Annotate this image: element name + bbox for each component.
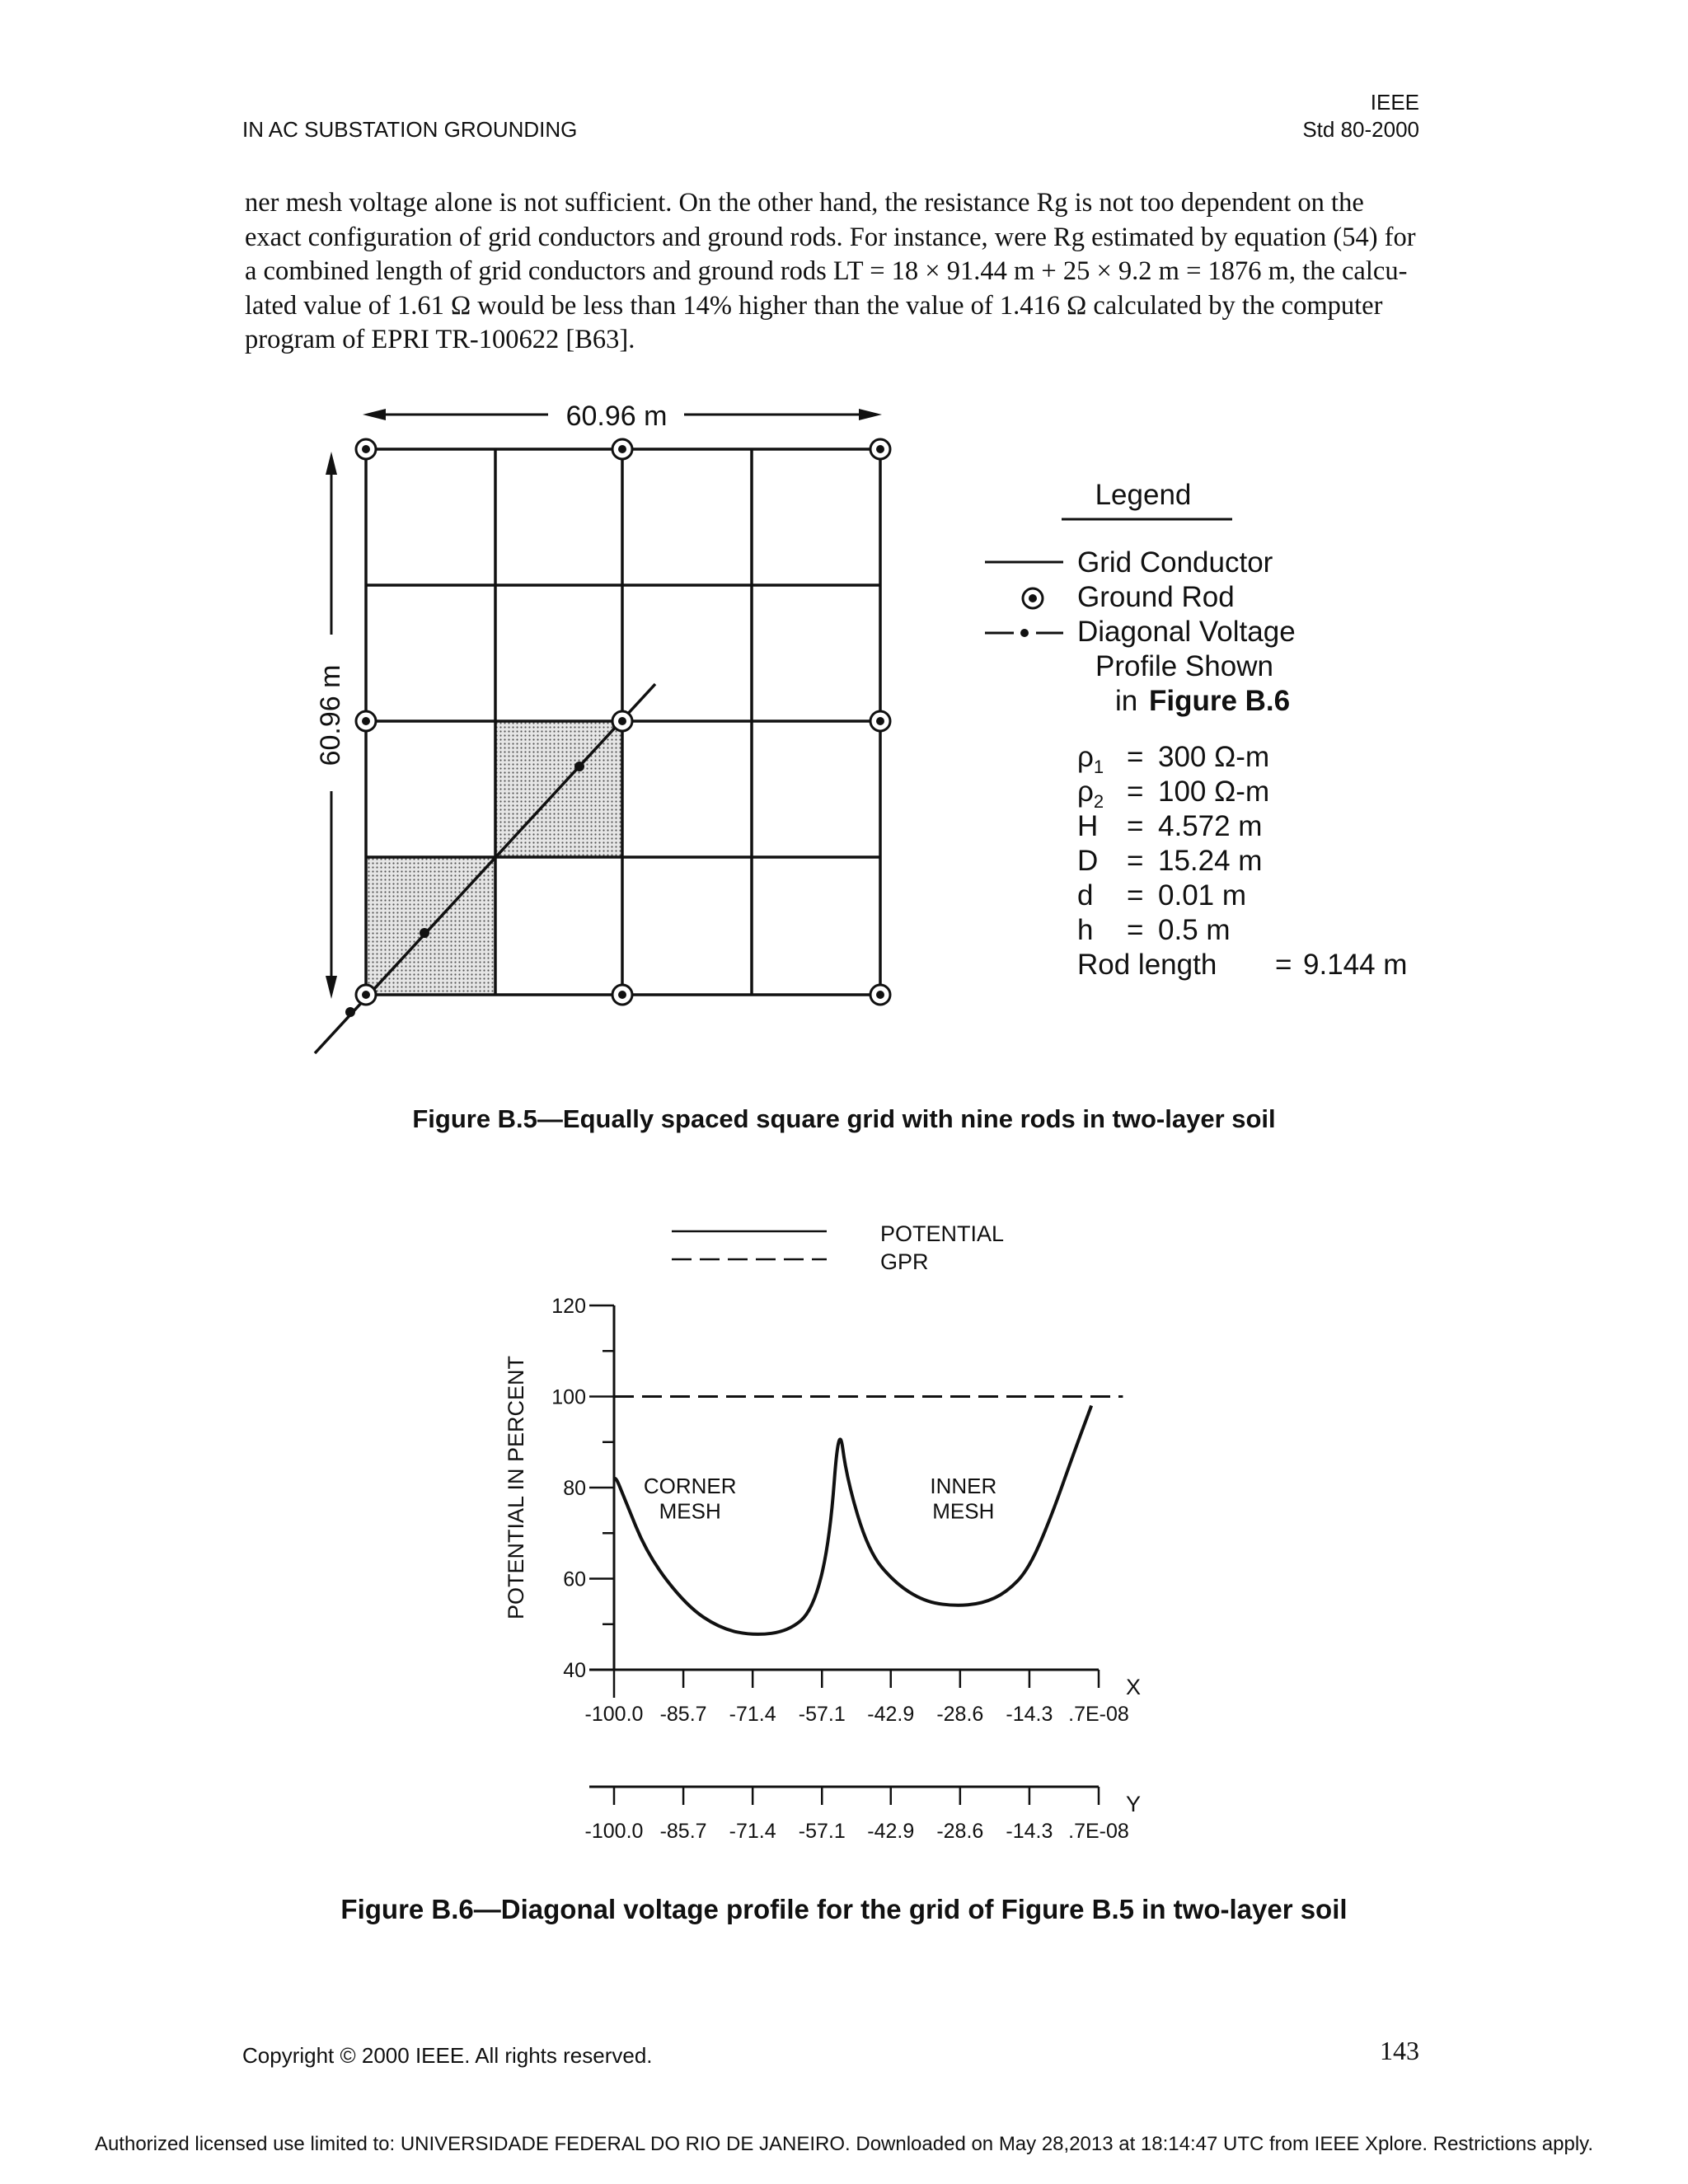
mesh-annotation: INNER bbox=[930, 1474, 997, 1498]
voltage-profile-chart bbox=[0, 1187, 1688, 1879]
legend-diagonal-prefix: in bbox=[1115, 685, 1138, 717]
diagonal-profile-symbol bbox=[985, 629, 1063, 637]
standard-org: IEEE bbox=[1370, 90, 1419, 115]
x-tick-label: .7E-08 bbox=[1068, 1703, 1129, 1726]
ground-rod-icon bbox=[612, 439, 632, 459]
parameter-symbol-main: d bbox=[1077, 879, 1094, 912]
second-axis-tick-label: .7E-08 bbox=[1068, 1820, 1129, 1843]
parameter-value: 300 Ω-m bbox=[1158, 741, 1270, 773]
parameter-value: 100 Ω-m bbox=[1158, 776, 1270, 808]
ground-rod-icon bbox=[356, 711, 376, 731]
body-line: exact configuration of grid conductors and ground rods. For instance, were Rg estimated by equation (54) for bbox=[245, 222, 1416, 252]
parameter-subscript: 2 bbox=[1093, 791, 1104, 812]
arrow-right-icon bbox=[859, 409, 882, 420]
second-axis-tick-label: -71.4 bbox=[729, 1820, 776, 1843]
mesh-annotation: MESH bbox=[659, 1498, 721, 1524]
second-axis-tick-label: -85.7 bbox=[659, 1820, 707, 1843]
copyright-notice: Copyright © 2000 IEEE. All rights reserved. bbox=[242, 2043, 653, 2068]
second-axis-tick-label: -14.3 bbox=[1006, 1820, 1053, 1843]
top-dimension bbox=[363, 401, 882, 432]
parameter-symbol bbox=[1077, 949, 1217, 981]
parameter-subscript: 1 bbox=[1093, 757, 1104, 777]
legend-gpr-label: GPR bbox=[880, 1249, 929, 1274]
x-tick-label: -28.6 bbox=[936, 1703, 984, 1726]
mesh-annotation: CORNER bbox=[643, 1474, 737, 1498]
ground-rod-icon bbox=[612, 985, 632, 1005]
left-dimension bbox=[315, 452, 346, 999]
x-tick-label: -100.0 bbox=[584, 1703, 644, 1726]
parameter-symbol-main: ρ bbox=[1077, 741, 1094, 773]
x-tick-label: -14.3 bbox=[1006, 1703, 1053, 1726]
parameter-symbol bbox=[1077, 741, 1104, 777]
page-number: 143 bbox=[1380, 2036, 1419, 2065]
top-dimension-label: 60.96 m bbox=[565, 401, 668, 432]
x-tick-label: -42.9 bbox=[867, 1703, 915, 1726]
parameter-symbol bbox=[1077, 879, 1093, 912]
ground-rod-icon bbox=[356, 439, 376, 459]
parameter-equals: = bbox=[1127, 914, 1144, 946]
x-tick-label: -85.7 bbox=[659, 1703, 707, 1726]
legend-figure-ref: Figure B.6 bbox=[1148, 685, 1291, 717]
body-line: a combined length of grid conductors and ground rods LT = 18 × 91.44 m + 25 × 9.2 m = 1876 m, the calcu- bbox=[245, 256, 1408, 286]
parameter-symbol-main: H bbox=[1077, 810, 1099, 842]
second-axis-tick-label: -28.6 bbox=[936, 1820, 984, 1843]
parameter-equals: = bbox=[1127, 810, 1144, 842]
legend-diagonal-line3 bbox=[1115, 685, 1290, 717]
second-axis-name: Y bbox=[1125, 1792, 1142, 1816]
figure-b5-caption: Figure B.5—Equally spaced square grid with nine rods in two-layer soil bbox=[412, 1104, 1276, 1133]
legend-potential-label: POTENTIAL bbox=[880, 1221, 1005, 1246]
x-axis-name: X bbox=[1125, 1675, 1142, 1699]
y-tick-label: 40 bbox=[563, 1659, 586, 1682]
ground-rod-icon bbox=[870, 985, 890, 1005]
legend-diagonal-line1: Diagonal Voltage bbox=[1077, 616, 1296, 648]
y-tick-label: 120 bbox=[551, 1295, 586, 1318]
figure-b6-caption: Figure B.6—Diagonal voltage profile for the grid of Figure B.5 in two-layer soil bbox=[340, 1894, 1348, 1924]
parameter-symbol-main: h bbox=[1077, 914, 1094, 946]
x-tick-label: -57.1 bbox=[798, 1703, 846, 1726]
y-tick-label: 100 bbox=[551, 1385, 586, 1409]
parameter-equals: = bbox=[1275, 949, 1292, 981]
x-tick-label: -71.4 bbox=[729, 1703, 776, 1726]
legend-ground-rod: Ground Rod bbox=[1077, 581, 1235, 613]
parameter-symbol bbox=[1077, 845, 1098, 877]
arrow-up-icon bbox=[326, 452, 337, 475]
parameter-equals: = bbox=[1127, 776, 1144, 808]
left-dimension-label: 60.96 m bbox=[315, 664, 346, 766]
chart-legend bbox=[672, 1221, 1004, 1274]
body-line: ner mesh voltage alone is not sufficient. On the other hand, the resistance Rg is not too dependent on the bbox=[245, 188, 1364, 218]
second-axis-tick-label: -100.0 bbox=[584, 1820, 644, 1843]
parameter-value: 15.24 m bbox=[1158, 845, 1263, 877]
parameter-value: 0.01 m bbox=[1158, 879, 1246, 912]
running-header: IN AC SUBSTATION GROUNDING bbox=[242, 117, 578, 142]
parameter-value: 9.144 m bbox=[1303, 949, 1408, 981]
parameter-symbol-main: D bbox=[1077, 845, 1099, 877]
ground-rod-icon bbox=[612, 711, 632, 731]
parameter-equals: = bbox=[1127, 879, 1144, 912]
parameter-list bbox=[1077, 741, 1407, 981]
second-axis-tick-label: -42.9 bbox=[867, 1820, 915, 1843]
license-notice: Authorized licensed use limited to: UNIVERSIDADE FEDERAL DO RIO DE JANEIRO. Downloaded on May 28,2013 at 18:14:47 UTC from IEEE Xplore. Restrictions apply. bbox=[94, 2133, 1594, 2155]
arrow-left-icon bbox=[363, 409, 386, 420]
y-tick-label: 60 bbox=[563, 1568, 586, 1591]
ground-rod-icon bbox=[1023, 588, 1043, 608]
parameter-equals: = bbox=[1127, 741, 1144, 773]
figure-legend bbox=[985, 476, 1414, 987]
legend-diagonal-line2: Profile Shown bbox=[1095, 650, 1273, 682]
mesh-annotation: MESH bbox=[932, 1498, 995, 1524]
second-axis-tick-label: -57.1 bbox=[798, 1820, 846, 1843]
body-line: lated value of 1.61 Ω would be less than 14% higher than the value of 1.416 Ω calculated by the computer bbox=[245, 290, 1383, 321]
legend-title: Legend bbox=[1095, 479, 1192, 511]
legend-grid-conductor: Grid Conductor bbox=[1077, 546, 1273, 579]
parameter-symbol bbox=[1077, 810, 1098, 842]
grid-figure bbox=[0, 0, 1688, 1088]
parameter-equals: = bbox=[1127, 845, 1144, 877]
y-axis-title: POTENTIAL IN PERCENT bbox=[504, 1355, 528, 1620]
y-tick-label: 80 bbox=[563, 1477, 586, 1500]
ground-rod-icon bbox=[356, 985, 376, 1005]
parameter-symbol bbox=[1077, 776, 1104, 812]
parameter-symbol-main: Rod length bbox=[1077, 949, 1217, 981]
parameter-value: 0.5 m bbox=[1158, 914, 1231, 946]
body-line: program of EPRI TR-100622 [B63]. bbox=[245, 325, 635, 354]
parameter-symbol bbox=[1077, 914, 1093, 946]
parameter-value: 4.572 m bbox=[1158, 810, 1263, 842]
ground-rod-icon bbox=[870, 439, 890, 459]
parameter-symbol-main: ρ bbox=[1077, 776, 1094, 808]
standard-number: Std 80-2000 bbox=[1302, 117, 1419, 142]
ground-rod-icon bbox=[870, 711, 890, 731]
arrow-down-icon bbox=[326, 976, 337, 999]
